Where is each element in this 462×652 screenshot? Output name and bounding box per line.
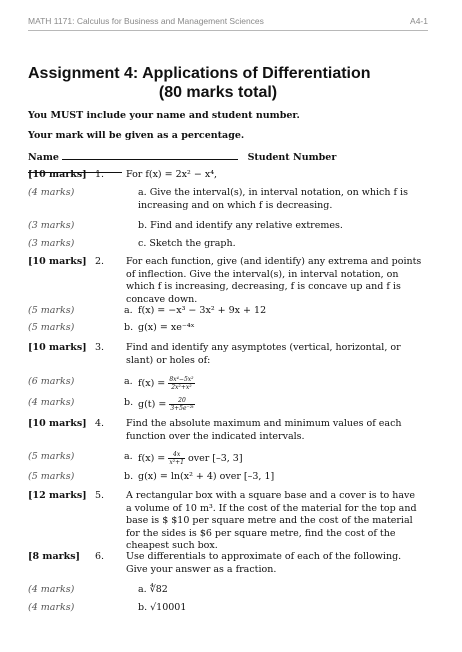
q2a-text: f(x) = −x³ − 3x² + 9x + 12: [138, 305, 267, 316]
q3b-expression: [138, 397, 424, 412]
q6-text: Use differentials to approximate of each of the following. Give your answer as a fraction.: [126, 551, 402, 575]
q4a-marks: (5 marks): [28, 451, 75, 462]
course-name: MATH 1171: Calculus for Business and Management Sciences: [28, 16, 264, 26]
student-number-label: Student Number: [247, 152, 337, 163]
q4-number: 4.: [95, 418, 105, 429]
page-header: [28, 16, 428, 26]
q1a-marks: (4 marks): [28, 187, 75, 198]
q2b-label: b.: [124, 322, 134, 333]
q1c-marks: (3 marks): [28, 238, 75, 249]
q4b-marks: (5 marks): [28, 471, 75, 482]
q6-number: 6.: [95, 551, 105, 562]
name-label: Name: [28, 152, 59, 163]
q1c-text: c. Sketch the graph.: [138, 238, 236, 249]
q3a-fraction: [168, 376, 194, 391]
q4b-label: b.: [124, 471, 134, 482]
q3b-denominator: 3+5e⁻²ᵗ: [170, 405, 194, 412]
q6b-text: b. √10001: [138, 602, 187, 613]
q4-text: Find the absolute maximum and minimum values of each function over the indicated intervals.: [126, 418, 402, 442]
q4b-text: g(x) = ln(x² + 4) over [–3, 1]: [138, 471, 275, 482]
q3b-marks: (4 marks): [28, 397, 75, 408]
q1a-text: a. Give the interval(s), in interval notation, on which f is increasing and on which f is decreasing.: [138, 187, 408, 211]
q4a-denominator: x²+1: [169, 459, 184, 466]
q4a-expression: [138, 451, 424, 466]
q3b-fraction: [169, 397, 194, 412]
q4a-interval: over [–3, 3]: [187, 453, 243, 464]
q6b-marks: (4 marks): [28, 602, 75, 613]
q2b-marks: (5 marks): [28, 322, 75, 333]
q2a-marks: (5 marks): [28, 305, 75, 316]
q2a-label: a.: [124, 305, 133, 316]
q1b-marks: (3 marks): [28, 220, 75, 231]
q5-text: A rectangular box with a square base and a cover is to have a volume of 10 m³. If the cost of the material for the top and base is $ $10 per square metre and the cost of the material for the sides is $6 per square metre, find the cost of the cheapest such box.: [126, 490, 417, 551]
q4a-label: a.: [124, 451, 133, 462]
page-title: [28, 64, 428, 102]
header-divider: [28, 30, 428, 31]
q1-marks: [10 marks]: [28, 169, 87, 180]
q3b-numerator: 20: [169, 397, 194, 405]
title-line-1: Assignment 4: Applications of Differentiation: [28, 65, 371, 82]
q6a-marks: (4 marks): [28, 584, 75, 595]
q1-text: For f(x) = 2x² − x⁴,: [126, 169, 218, 180]
q2b-text: g(x) = xe⁻⁴ˣ: [138, 322, 195, 333]
q3a-marks: (6 marks): [28, 376, 75, 387]
q3-number: 3.: [95, 342, 105, 353]
q6a-text: a. ∜82: [138, 584, 168, 595]
q1-number: 1.: [95, 169, 105, 180]
title-line-2: (80 marks total): [158, 84, 278, 101]
q4a-numerator: 4x: [168, 451, 185, 459]
q3-text: Find and identify any asymptotes (vertical, horizontal, or slant) or holes of:: [126, 342, 401, 366]
q3b-label: b.: [124, 397, 134, 408]
q3a-numerator: 8x⁴−5x²: [169, 376, 194, 383]
q2-number: 2.: [95, 256, 105, 267]
q3a-lhs: f(x) =: [138, 378, 166, 389]
q6-marks: [8 marks]: [28, 551, 81, 562]
q3a-denominator: 2x²+x²: [171, 384, 192, 391]
instruction-percentage: Your mark will be given as a percentage.: [28, 130, 245, 141]
q3a-expression: [138, 376, 424, 391]
q4a-fraction: [168, 451, 185, 466]
q4a-lhs: f(x) =: [138, 453, 166, 464]
q3b-lhs: g(t) =: [138, 399, 167, 410]
q3a-label: a.: [124, 376, 133, 387]
q1b-text: b. Find and identify any relative extremes.: [138, 220, 343, 231]
page-number: A4-1: [410, 16, 428, 26]
name-blank[interactable]: [62, 150, 238, 160]
q5-marks: [12 marks]: [28, 490, 87, 501]
q2-marks: [10 marks]: [28, 256, 87, 267]
instruction-name: You MUST include your name and student number.: [28, 110, 300, 121]
q4-marks: [10 marks]: [28, 418, 87, 429]
q3-marks: [10 marks]: [28, 342, 87, 353]
q2-text: For each function, give (and identify) any extrema and points of inflection. Give the interval(s), in interval notation, on which f is increasing, decreasing, f is concave up and f is concave down.: [126, 256, 422, 305]
q5-number: 5.: [95, 490, 105, 501]
